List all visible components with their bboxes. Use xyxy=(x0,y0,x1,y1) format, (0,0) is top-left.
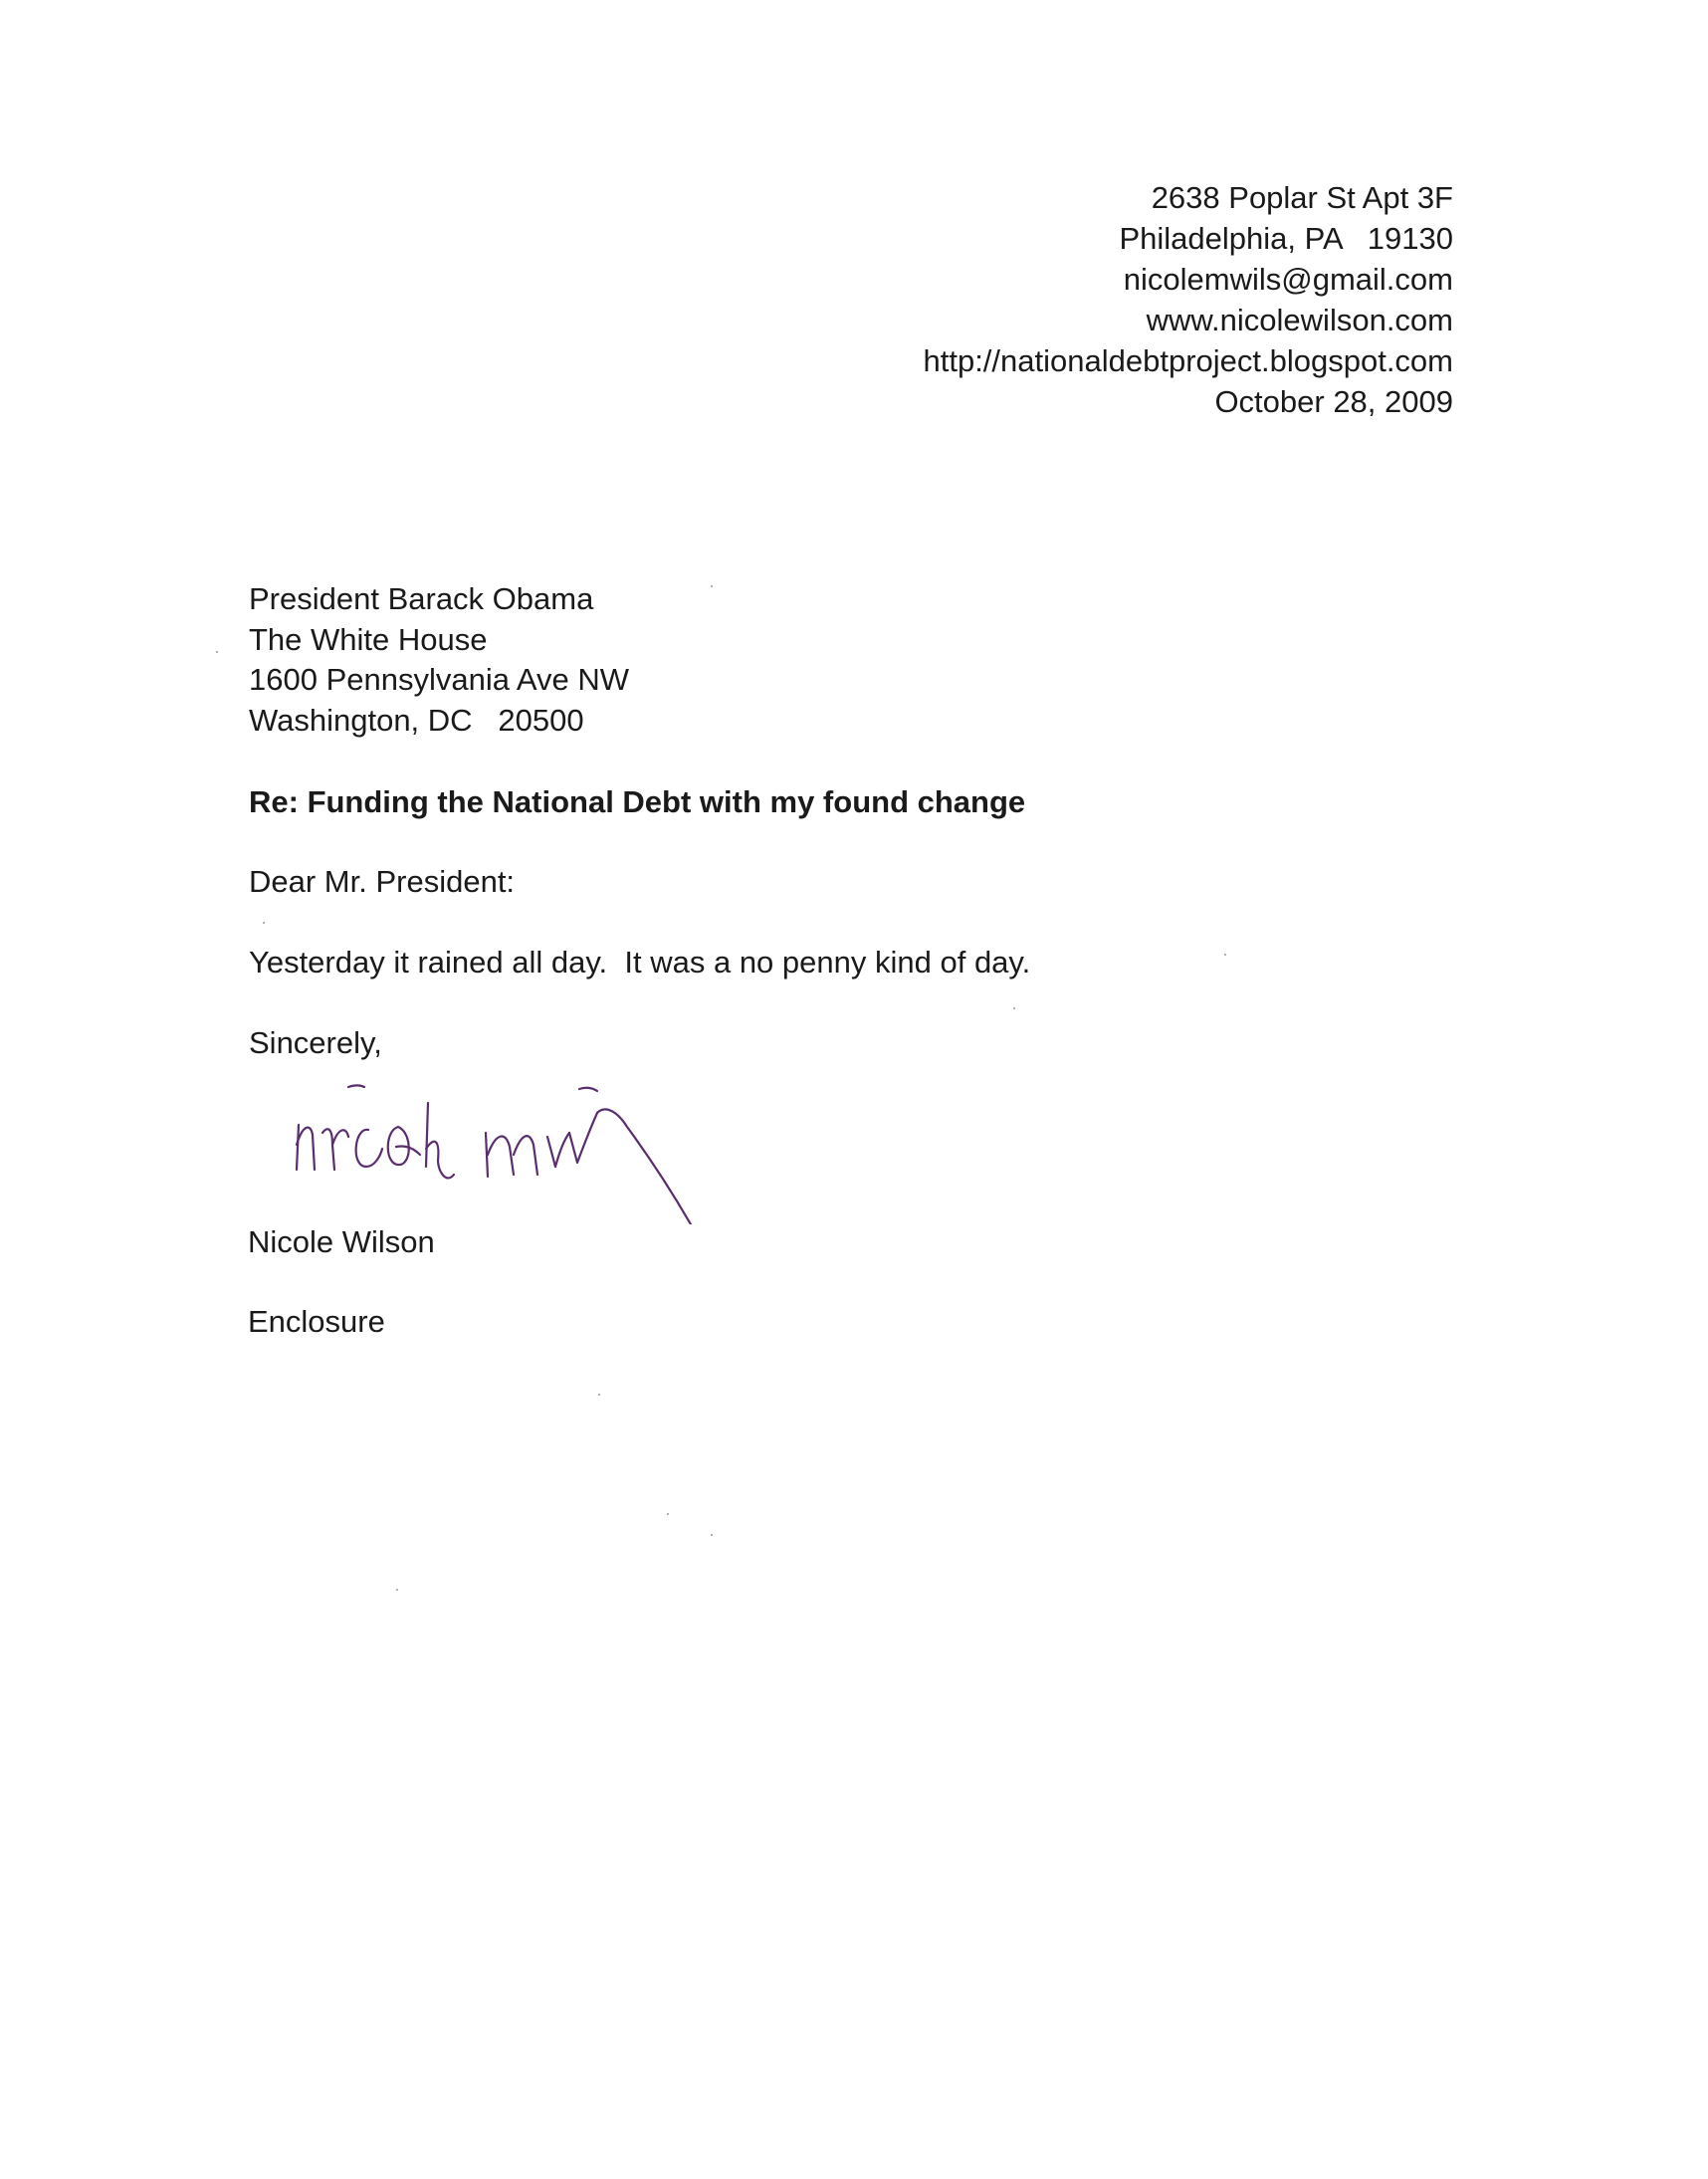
scan-speck xyxy=(396,1589,398,1591)
sender-address-block xyxy=(923,177,1453,422)
enclosure-note: Enclosure xyxy=(248,1304,385,1339)
salutation: Dear Mr. President: xyxy=(249,864,516,899)
sender-city: Philadelphia, PA 19130 xyxy=(1119,221,1453,256)
scan-speck xyxy=(263,922,265,924)
scan-speck xyxy=(216,651,218,653)
subject-line: Re: Funding the National Debt with my found change xyxy=(249,784,1026,819)
letter-date: October 28, 2009 xyxy=(1214,384,1453,419)
scan-speck xyxy=(711,585,713,587)
recipient-organization: The White House xyxy=(249,621,488,657)
recipient-street: 1600 Pennsylvania Ave NW xyxy=(249,662,629,697)
recipient-address-block xyxy=(249,579,629,741)
scan-speck xyxy=(667,1513,669,1515)
scan-speck xyxy=(711,1534,713,1536)
scan-speck xyxy=(1013,1007,1015,1009)
handwritten-signature xyxy=(289,1075,886,1224)
sender-blog: http://nationaldebtproject.blogspot.com xyxy=(923,343,1453,378)
body-paragraph: Yesterday it rained all day. It was a no penny kind of day. xyxy=(249,945,1031,980)
signer-name: Nicole Wilson xyxy=(248,1224,435,1259)
sender-website: www.nicolewilson.com xyxy=(1146,303,1453,337)
scan-speck xyxy=(1224,954,1226,956)
sender-street: 2638 Poplar St Apt 3F xyxy=(1151,180,1453,215)
recipient-name: President Barack Obama xyxy=(249,581,594,616)
sender-email: nicolemwils@gmail.com xyxy=(1123,262,1453,297)
recipient-city: Washington, DC 20500 xyxy=(249,702,584,738)
closing: Sincerely, xyxy=(249,1025,382,1060)
scan-speck xyxy=(598,1394,600,1396)
